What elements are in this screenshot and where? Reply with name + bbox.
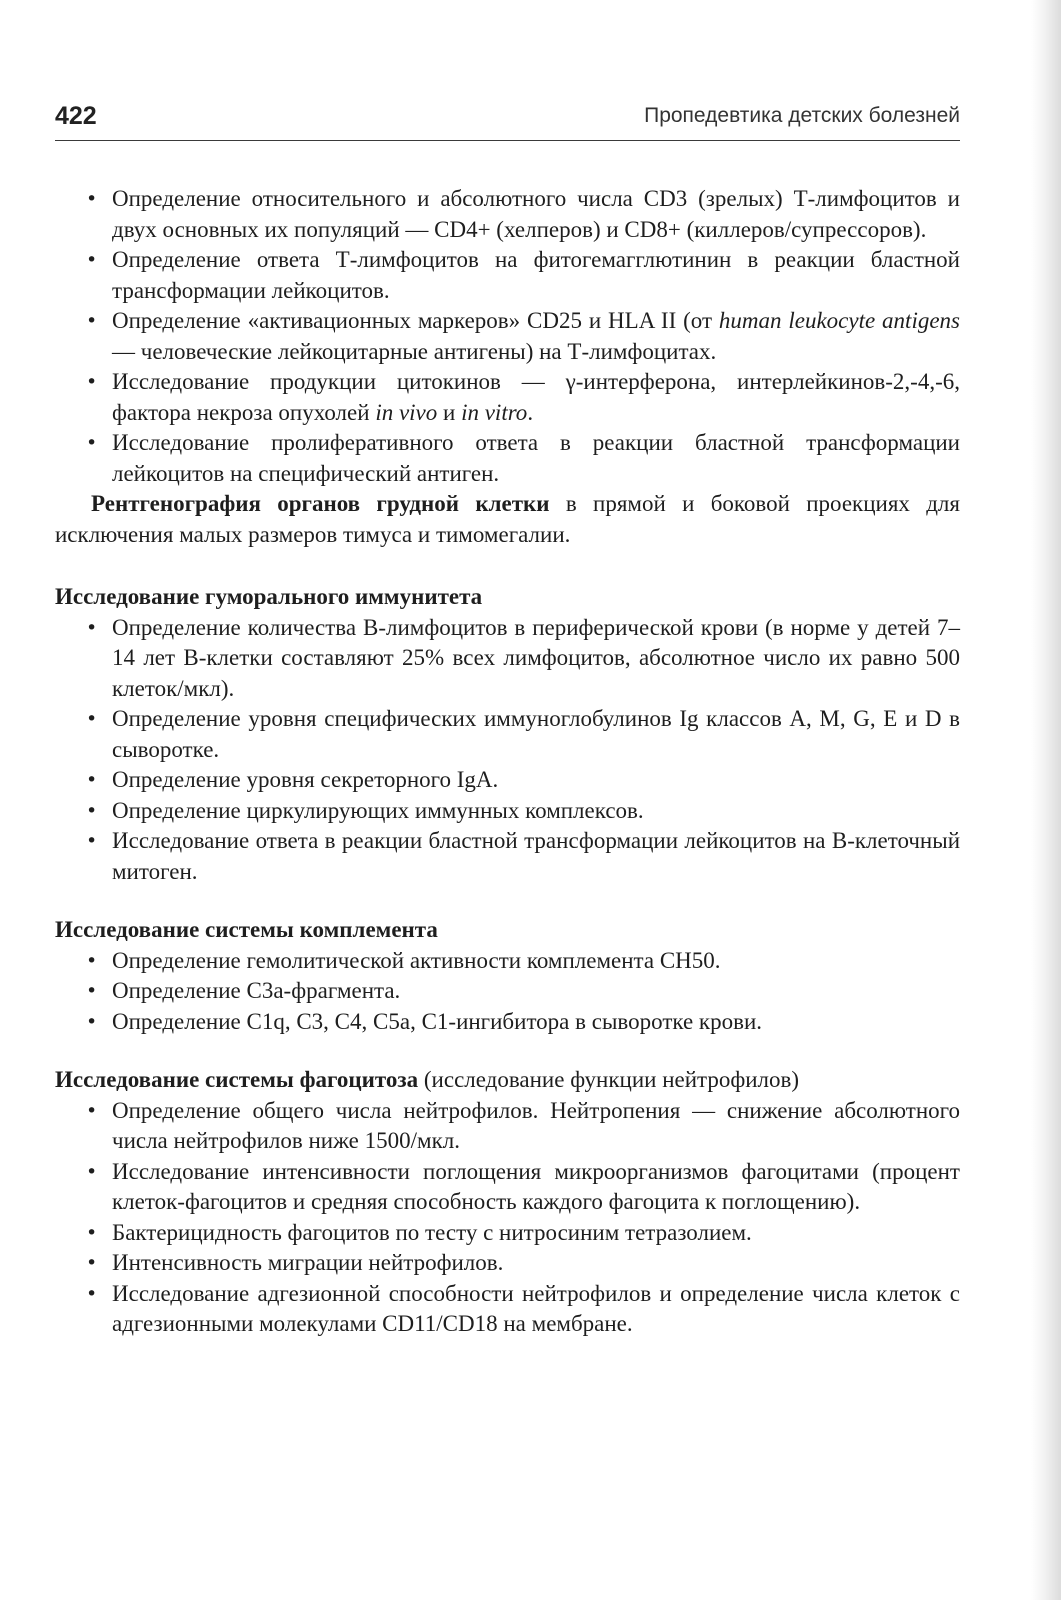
xray-bold: Рентгенография органов грудной клетки xyxy=(91,491,550,516)
list-item: • Определение С1q, С3, С4, С5а, С1-ингибитора в сыворотке крови. xyxy=(55,1007,960,1038)
list-item xyxy=(55,367,960,428)
item-text: . xyxy=(527,399,534,425)
phagocytosis-heading-note: (исследование функции нейтрофилов) xyxy=(418,1067,800,1092)
list-item: • Определение уровня специфических иммуноглобулинов Ig классов А, M, G, E и D в сыворотке. xyxy=(55,704,960,765)
running-title: Пропедевтика детских болезней xyxy=(644,104,960,127)
list-item: • Исследование ответа в реакции бластной трансформации лейкоцитов на В-клеточный митоген. xyxy=(55,826,960,887)
list-item: • Бактерицидность фагоцитов по тесту с нитросиним тетразолием. xyxy=(55,1218,960,1249)
list-item: • Определение относительного и абсолютного числа CD3 (зрелых) Т-лимфоцитов и двух основных их популяций — CD4+ (хелперов) и CD8+ (киллеров/супрессоров). xyxy=(55,184,960,245)
list-item: • Исследование пролиферативного ответа в реакции бластной трансформации лейкоцитов на специфический антиген. xyxy=(55,428,960,489)
humoral-list xyxy=(55,613,960,888)
page-body xyxy=(55,184,960,1340)
list-item: • Исследование интенсивности поглощения микроорганизмов фагоцитами (процент клеток-фагоцитов и средняя способность каждого фагоцита к поглощению). xyxy=(55,1157,960,1218)
item-text: — человеческие лейкоцитарные антигены) на Т-лимфоцитах. xyxy=(112,338,717,364)
list-item: • Определение общего числа нейтрофилов. Нейтропения — снижение абсолютного числа нейтрофилов ниже 1500/мкл. xyxy=(55,1096,960,1157)
item-italic: human leukocyte antigens xyxy=(718,308,960,333)
xray-paragraph xyxy=(55,489,960,550)
item-text: и xyxy=(437,399,462,425)
item-italic: in vitro xyxy=(461,399,528,425)
xray-text: в прямой и боковой проекциях для исключения малых размеров тимуса и тимомегалии. xyxy=(55,491,960,547)
list-item: • Определение ответа Т-лимфоцитов на фитогемагглютинин в реакции бластной трансформации лейкоцитов. xyxy=(55,245,960,306)
page-spine-shadow xyxy=(1031,0,1061,1600)
complement-heading: Исследование системы комплемента xyxy=(55,917,438,942)
page-header xyxy=(55,102,960,141)
list-item: • Определение С3а-фрагмента. xyxy=(55,976,960,1007)
phagocytosis-heading: Исследование системы фагоцитоза xyxy=(55,1067,419,1092)
list-item: • Исследование адгезионной способности нейтрофилов и определение числа клеток с адгезионными молекулами CD11/CD18 на мембране. xyxy=(55,1279,960,1340)
humoral-heading: Исследование гуморального иммунитета xyxy=(55,584,483,609)
page-number: 422 xyxy=(55,102,97,130)
complement-list xyxy=(55,946,960,1038)
item-text: Исследование продукции цитокинов — γ-интерферона, интерлейкинов-2,-4,-6, фактора некроза опухолей xyxy=(112,369,960,425)
cellular-tests-list xyxy=(55,184,960,489)
item-text: Определение «активационных маркеров» CD25 и HLA II (от xyxy=(112,308,719,333)
list-item: • Определение количества В-лимфоцитов в периферической крови (в норме у детей 7–14 лет В-клетки составляют 25% всех лимфоцитов, абсолютное число их равно 500 клеток/мкл). xyxy=(55,613,960,705)
list-item: • Определение гемолитической активности комплемента CH50. xyxy=(55,946,960,977)
item-italic: in vivo xyxy=(375,399,438,425)
list-item xyxy=(55,306,960,367)
list-item: • Интенсивность миграции нейтрофилов. xyxy=(55,1248,960,1279)
phagocytosis-heading-line xyxy=(55,1065,960,1096)
list-item: • Определение циркулирующих иммунных комплексов. xyxy=(55,796,960,827)
phagocytosis-list xyxy=(55,1096,960,1340)
list-item: • Определение уровня секреторного IgA. xyxy=(55,765,960,796)
